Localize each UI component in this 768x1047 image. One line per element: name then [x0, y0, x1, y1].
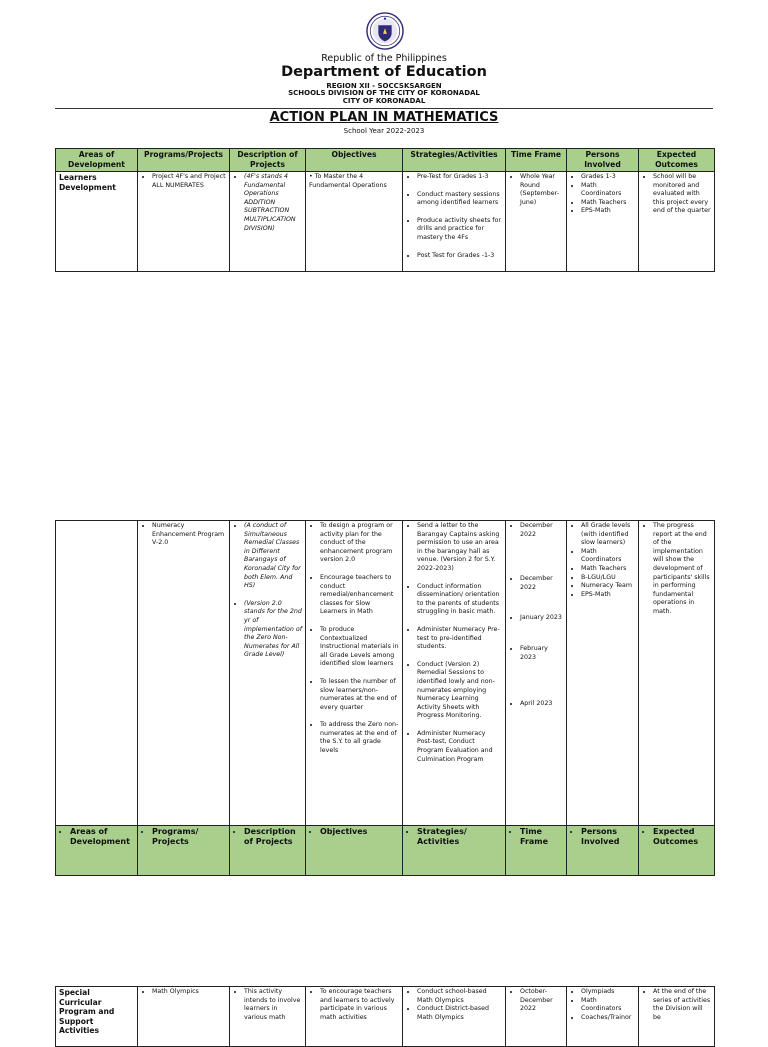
list-item: • (A conduct of Simultaneous Remedial Classes in Different Barangays of Koronadal City for both Elem. And HS): [244, 522, 302, 591]
list-item: • Conduct (Version 2) Remedial Sessions to identified lowly and non-numerates employing Numeracy Learning Activity Sheets with Progress Monitoring.: [417, 661, 502, 721]
list-item: • All Grade levels (with identified slow learners): [581, 522, 635, 548]
list-item: • At the end of the series of activities the Division will be: [653, 988, 711, 1022]
persons-cell: [567, 172, 639, 272]
time-frame-cell: [506, 172, 567, 272]
list-item: • December 2022: [520, 522, 563, 539]
col-header-outcomes: Expected Outcomes: [639, 149, 715, 172]
list-item: • Grades 1-3: [581, 173, 635, 182]
programs-cell: [138, 521, 230, 826]
list-item: • Administer Numeracy Post-test, Conduct Program Evaluation and Culmination Program: [417, 730, 502, 764]
list-item: • EPS-Math: [581, 207, 635, 216]
col-header-area: [56, 826, 138, 876]
action-plan-table-1: [55, 148, 715, 272]
time-frame-cell: [506, 987, 567, 1047]
col-header-programs: Programs/Projects: [138, 149, 230, 172]
list-item: • Conduct District-based Math Olympics: [417, 1005, 502, 1022]
outcomes-cell: [639, 521, 715, 826]
col-header-strategies: Strategies/Activities: [403, 149, 506, 172]
list-item: • To address the Zero non-numerates at the end of the S.Y. to all grade levels: [320, 721, 399, 755]
list-item: • Math Coordinators: [581, 182, 635, 199]
col-header-objectives: Objectives: [306, 149, 403, 172]
time-frame-cell: [506, 521, 567, 826]
list-item: • Strategies/ Activities: [417, 827, 502, 847]
table-header-row: [56, 826, 715, 876]
list-item: • April 2023: [520, 700, 563, 709]
outcomes-cell: [639, 987, 715, 1047]
list-item: • January 2023: [520, 614, 563, 623]
area-cell: [56, 521, 138, 826]
list-item: • To design a program or activity plan for the conduct of the enhancement program version 2.0: [320, 522, 399, 565]
col-header-persons: Persons Involved: [567, 149, 639, 172]
list-item: • December 2022: [520, 575, 563, 592]
list-item: • Conduct mastery sessions among identified learners: [417, 191, 502, 208]
list-item: • Whole Year Round (September-June): [520, 173, 563, 207]
list-item: • This activity intends to involve learners in various math: [244, 988, 302, 1022]
department-name: Department of Education: [281, 64, 487, 80]
list-item: • Time Frame: [520, 827, 563, 847]
list-item: • (Version 2.0 stands for the 2nd yr of implementation of the Zero Non-Numerates for All Grade Level): [244, 600, 302, 660]
col-header-programs: [138, 826, 230, 876]
table-row: [56, 987, 715, 1047]
strategies-cell: [403, 521, 506, 826]
document-title: ACTION PLAN IN MATHEMATICS: [269, 110, 499, 125]
list-item: • To produce Contextualized Instructional materials in all Grade Levels among identified slow learners: [320, 626, 399, 669]
list-item: • EPS-Math: [581, 591, 635, 600]
col-header-time-frame: [506, 826, 567, 876]
objectives-cell: [306, 521, 403, 826]
list-item: • Administer Numeracy Pre-test to pre-identified students.: [417, 626, 502, 652]
list-item: • Math Teachers: [581, 199, 635, 208]
table-row: [56, 521, 715, 826]
list-item: • Conduct information dissemination/ orientation to the parents of students struggling in basic math.: [417, 583, 502, 617]
list-item: • Programs/ Projects: [152, 827, 226, 847]
list-item: • Post Test for Grades -1-3: [417, 252, 502, 261]
objectives-cell: [306, 987, 403, 1047]
description-cell: [230, 521, 306, 826]
list-item: • The progress report at the end of the implementation will show the development of participants' skills in performing fundamental operations in math.: [653, 522, 711, 617]
col-header-description: Description of Projects: [230, 149, 306, 172]
list-item: • Math Coordinators: [581, 548, 635, 565]
division-label: SCHOOLS DIVISION OF THE CITY OF KORONADAL: [288, 89, 480, 97]
programs-cell: [138, 987, 230, 1047]
list-item: • To lessen the number of slow learners/non-numerates at the end of every quarter: [320, 678, 399, 712]
action-plan-table-2: [55, 520, 715, 876]
col-header-strategies: [403, 826, 506, 876]
col-header-area: Areas of Development: [56, 149, 138, 172]
republic-label: Republic of the Philippines: [321, 53, 447, 64]
col-header-description: [230, 826, 306, 876]
list-item: • Olympiads: [581, 988, 635, 997]
list-item: • Project 4F's and Project ALL NUMERATES: [152, 173, 226, 190]
outcomes-cell: [639, 172, 715, 272]
objectives-cell: • To Master the 4 Fundamental Operations: [306, 172, 403, 272]
list-item: • Conduct school-based Math Olympics: [417, 988, 502, 1005]
list-item: • Produce activity sheets for drills and practice for mastery the 4Fs: [417, 217, 502, 243]
strategies-cell: [403, 172, 506, 272]
list-item: • Numeracy Team: [581, 582, 635, 591]
deped-seal-logo: [366, 12, 404, 50]
list-item: • Areas of Development: [70, 827, 134, 847]
list-item: • Expected Outcomes: [653, 827, 711, 847]
list-item: • School will be monitored and evaluated with this project every end of the quarter: [653, 173, 711, 216]
list-item: • (4F's stands 4 Fundamental Operations ADDITION SUBTRACTION MULTIPLICATION DIVISION): [244, 173, 302, 233]
description-cell: [230, 172, 306, 272]
list-item: • Send a letter to the Barangay Captains asking permission to use an area in the barangay hall as venue. (Version 2 for S.Y. 2022-2023): [417, 522, 502, 574]
area-cell: Learners Development: [56, 172, 138, 272]
list-item: • Description of Projects: [244, 827, 302, 847]
list-item: • Math Teachers: [581, 565, 635, 574]
persons-cell: [567, 521, 639, 826]
region-label: REGION XII - SOCCSKSARGEN: [326, 82, 442, 90]
city-label: CITY OF KORONADAL: [342, 97, 426, 105]
list-item: • Numeracy Enhancement Program V-2.0: [152, 522, 226, 548]
col-header-persons: [567, 826, 639, 876]
list-item: • B-LGU/LGU: [581, 574, 635, 583]
action-plan-table-3: [55, 986, 715, 1047]
col-header-outcomes: [639, 826, 715, 876]
list-item: • Encourage teachers to conduct remedial/enhancement classes for Slow Learners in Math: [320, 574, 399, 617]
list-item: • Persons Involved: [581, 827, 635, 847]
list-item: • Math Coordinators: [581, 997, 635, 1014]
col-header-objectives: [306, 826, 403, 876]
programs-cell: [138, 172, 230, 272]
strategies-cell: [403, 987, 506, 1047]
list-item: • October-December 2022: [520, 988, 563, 1014]
list-item: • Coaches/Trainor: [581, 1014, 635, 1023]
list-item: • Objectives: [320, 827, 399, 837]
col-header-time-frame: Time Frame: [506, 149, 567, 172]
list-item: • Math Olympics: [152, 988, 226, 997]
area-cell: Special Curricular Program and Support Activities: [56, 987, 138, 1047]
list-item: • Pre-Test for Grades 1-3: [417, 173, 502, 182]
list-item: • February 2023: [520, 645, 563, 662]
persons-cell: [567, 987, 639, 1047]
table-row: [56, 172, 715, 272]
list-item: • To encourage teachers and learners to actively participate in various math activities: [320, 988, 399, 1022]
description-cell: [230, 987, 306, 1047]
school-year: School Year 2022-2023: [343, 127, 425, 135]
table-header-row: [56, 149, 715, 172]
header-divider: [55, 108, 713, 109]
